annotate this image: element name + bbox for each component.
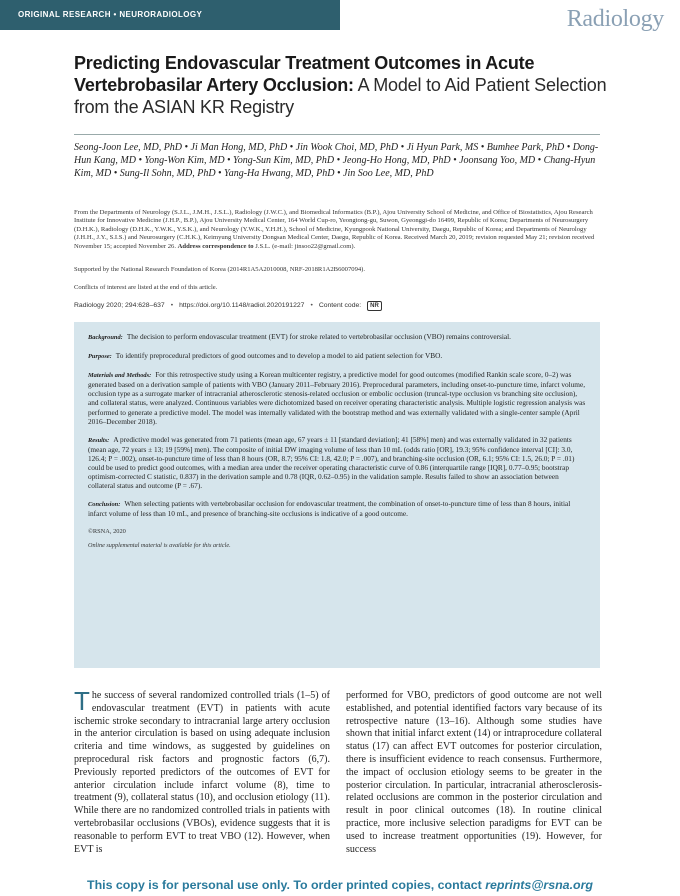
body-column-left bbox=[74, 686, 330, 856]
copyright-notice: ©RSNA, 2020 bbox=[88, 527, 126, 535]
article-title bbox=[74, 52, 614, 118]
correspondence-label: Address correspondence to bbox=[177, 242, 254, 250]
drop-cap: T bbox=[74, 686, 90, 716]
reprint-notice bbox=[0, 874, 680, 896]
journal-citation: Radiology 2020; 294:628–637 bbox=[74, 302, 165, 309]
title-subtitle: A Model to Aid Patient Selection from the ASIAN KR Registry bbox=[74, 75, 607, 117]
abstract-results bbox=[88, 435, 586, 491]
abstract-box bbox=[74, 322, 600, 668]
reprint-email-link[interactable]: reprints@rsna.org bbox=[485, 878, 593, 892]
abstract-label: Materials and Methods: bbox=[88, 372, 152, 380]
body-text-right: performed for VBO, predictors of good outcome are not well established, and potential identified factors vary because of its retrospective nature (13–16). Although some studies have shown that initial infarct extent (14) or intraprocedure collateral status (17) can affect EVT outcomes for posterior circulation, there is insufficient evidence to reach consensus. Furthermore, the impact of occlusion etiology seems to be greater in the posterior circulation. In particular, intracranial atherosclerosis-related occlusions are common in the posterior circulation and result in poor clinical outcomes (18). In routine clinical practice, more inclusive selection paradigms for EVT can be used to increase treatment opportunities (19). However, for success bbox=[346, 690, 602, 855]
bullet-separator: • bbox=[170, 302, 174, 309]
body-text-left: he success of several randomized controlled trials (1–5) of endovascular treatment (EVT) in patients with acute ischemic stroke secondary to intracranial large artery occlusion in the anterior circulation is based on using adequate inclusion criteria and time windows, as suggested by guidelines on preprocedural risk factors and prognostic factors (6,7). Previously reported predictors of the outcomes of EVT for anterior circulation include infarct volume (8), time to treatment (9), collateral status (10), and occlusion etiology (11). While there are no randomized controlled trials in patients with vertebrobasilar occlusions (VBOs), evidence suggests that it is reasonable to perform EVT to treat VBO (12). However, when EVT is bbox=[74, 690, 330, 855]
content-code-label: Content code: bbox=[318, 302, 362, 309]
conflicts-statement: Conflicts of interest are listed at the end of this article. bbox=[74, 284, 218, 291]
abstract-text: When selecting patients with vertebrobasilar occlusion for endovascular treatment, the combination of onset-to-puncture time of less than 8 hours, initial infarct volume of less than 10 mL, and presence of branching-site occlusions is indicative of a good outcome. bbox=[88, 499, 571, 519]
section-label: ORIGINAL RESEARCH • NEURORADIOLOGY bbox=[18, 10, 203, 19]
abstract-label: Results: bbox=[88, 436, 110, 444]
title-divider bbox=[74, 134, 600, 135]
affiliations-text: From the Departments of Neurology (S.J.L., J.M.H., J.S.L.), Radiology (J.W.C.), and Biomedical Informatics (B.P.), Ajou University School of Medicine, and Office of Biostatistics, Ajou Research Institute for Innovative Medicine (J.H.P., B.P.), Ajou University Medical Center, 164 World Cup-ro, Yeongtong-gu, Suwon, Gyeonggi-do 16499, Republic of Korea; Departments of Neurosurgery (D.H.K.), Radiology (D.H.K., Y.W.K., Y.S.K.), and Neurology (Y.W.K., Y.H.H.), School of Medicine, Kyungpook National University, Daegu, Republic of Korea; and Departments of Neurology (J.H.H., J.Y., S.I.S.) and Neurosurgery (C.H.K.), Keimyung University Dongsan Medical Center, Daegu, Republic of Korea. Received March 20, 2019; revision requested May 21; revision received November 15; accepted November 26. bbox=[74, 209, 595, 250]
supplemental-note: Online supplemental material is available for this article. bbox=[88, 541, 231, 549]
reprint-text: This copy is for personal use only. To order printed copies, contact bbox=[87, 878, 486, 892]
content-code-badge: NR bbox=[367, 301, 382, 311]
correspondence-text: J.S.L. (e-mail: jinsoo22@gmail.com). bbox=[253, 242, 356, 250]
journal-logo: Radiology bbox=[566, 6, 664, 32]
bullet-separator: • bbox=[310, 302, 313, 309]
abstract-label: Conclusion: bbox=[88, 501, 121, 509]
citation-line bbox=[74, 301, 600, 311]
funding-statement: Supported by the National Research Foundation of Korea (2014R1A5A2010008, NRF-2018R1A2B6007094). bbox=[74, 266, 366, 273]
affiliations bbox=[74, 209, 600, 251]
abstract-text: To identify preprocedural predictors of good outcomes and to develop a model to aid patient selection for VBO. bbox=[115, 351, 443, 361]
abstract-text: For this retrospective study using a Korean multicenter registry, a predictive model for good outcomes (modified Rankin scale score, 0–2) was generated based on a derivation sample of patients with VBO (January 2011–February 2016). Preprocedural parameters, including onset-to-puncture time, infarct volume, occlusion type as a surrogate marker of intracranial atherosclerotic stenosis-related occlusion or embolic occlusion (truncal-type occlusion vs branching site occlusion), and collateral status, were analyzed. Continuous variables were dichotomized based on receiver operating characteristic analysis. Multiple logistic regression analysis was performed to generate a predictive model. The model was internally validated with the bootstrap method and was externally validated with a single-center sample (April 2016–December 2018). bbox=[88, 370, 586, 426]
abstract-background bbox=[88, 332, 586, 342]
title-main: Predicting Endovascular Treatment Outcomes in Acute Vertebrobasilar Artery Occlusion: bbox=[74, 53, 535, 95]
abstract-purpose bbox=[88, 351, 586, 361]
abstract-methods bbox=[88, 370, 586, 426]
abstract-label: Purpose: bbox=[88, 353, 112, 361]
section-banner bbox=[0, 0, 340, 30]
abstract-conclusion bbox=[88, 499, 586, 518]
body-column-right bbox=[346, 690, 602, 856]
doi-link[interactable]: https://doi.org/10.1148/radiol.2020191227 bbox=[179, 302, 305, 309]
author-list: Seong-Joon Lee, MD, PhD • Ji Man Hong, MD, PhD • Jin Wook Choi, MD, PhD • Ji Hyun Park, MS • Bumhee Park, PhD • Dong-Hun Kang, MD • Yong-Won Kim, MD • Yong-Sun Kim, MD, PhD • Jeong-Ho Hong, MD, PhD • Joonsang Yoo, MD • Chang-Hyun Kim, MD • Sung-Il Sohn, MD, PhD • Yang-Ha Hwang, MD, PhD • Jin Soo Lee, MD, PhD bbox=[74, 142, 599, 179]
abstract-label: Background: bbox=[88, 334, 123, 341]
abstract-text: A predictive model was generated from 71 patients (mean age, 67 years ± 11 [standard deviation]; 41 [58%] men) and was externally validated in 32 patients (mean age, 72 years ± 13; 19 [59%] men). The composite of initial DW imaging volume of less than 10 mL (odds ratio [OR], 19.3; 95% confidence interval [CI]: 3.0, 126.4; P = .002), onset-to-puncture time of less than 8 hours (OR, 8.7; 95% CI: 1.8, 42.0; P = .007), and branching-site occlusion (OR, 6.1; 95% CI: 1.5, 26.0; P = .01) could be used to predict good outcomes, with a median area under the receiver operating characteristic curve of 0.86 (interquartile range [IQR], 0.77–0.95; bootstrap optimism-corrected C statistic, 0.837) in the derivation sample and 0.78 (IQR, 0.62–0.95) in the validation sample. Results failed to show an association between collateral status and outcome (P = .67). bbox=[88, 434, 575, 491]
abstract-text: The decision to perform endovascular treatment (EVT) for stroke related to vertebrobasilar occlusion (VBO) remains controversial. bbox=[126, 332, 511, 341]
